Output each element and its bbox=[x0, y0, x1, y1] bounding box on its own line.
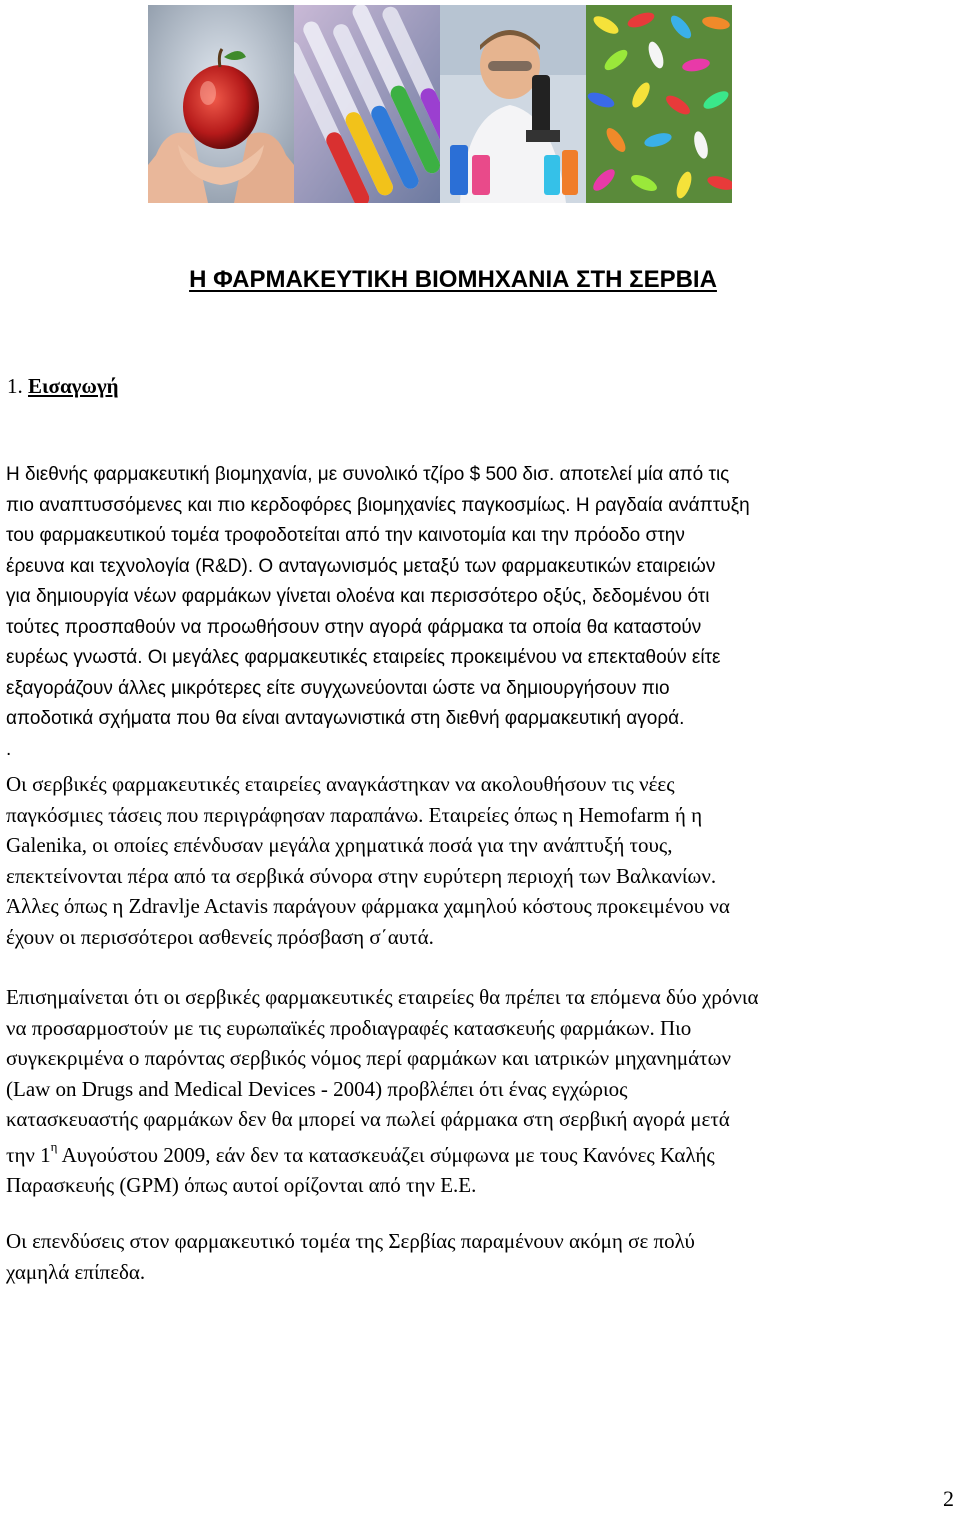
paragraph-line: (Law on Drugs and Medical Devices - 2004) προβλέπει ότι ένας εγχώριος bbox=[6, 1076, 628, 1101]
section-label: Εισαγωγή bbox=[28, 374, 119, 398]
document-title: Η ΦΑΡΜΑΚΕΥΤΙΚΗ ΒΙΟΜΗΧΑΝΙΑ ΣΤΗ ΣΕΡΒΙΑ bbox=[189, 266, 717, 293]
paragraph-line: επεκτείνονται πέρα από τα σερβικά σύνορα στην ευρύτερη περιοχή των Βαλκανίων. bbox=[6, 863, 717, 888]
paragraph-line: πιο αναπτυσσόμενες και πιο κερδοφόρες βιομηχανίες παγκοσμίως. Η ραγδαία ανάπτυξη bbox=[6, 494, 750, 516]
section-heading bbox=[7, 374, 119, 399]
colorful-pills-photo bbox=[586, 5, 732, 203]
paragraph-line: έρευνα και τεχνολογία (R&D). Ο ανταγωνισμός μεταξύ των φαρμακευτικών εταιρειών bbox=[6, 555, 716, 577]
paragraph-line: εξαγοράζουν άλλες μικρότερες είτε συγχωνεύονται ώστε να δημιουργήσουν πιο bbox=[6, 677, 670, 699]
paragraph-line: ευρέως γνωστά. Οι μεγάλες φαρμακευτικές εταιρείες προκειμένου να επεκταθούν είτε bbox=[6, 647, 721, 668]
paragraph-line: έχουν οι περισσότεροι ασθενείς πρόσβαση σ΄αυτά. bbox=[6, 924, 434, 949]
superscript: η bbox=[50, 1138, 58, 1154]
separator-dot: . bbox=[6, 738, 12, 760]
regulation-paragraph bbox=[6, 982, 759, 1201]
paragraph-line: τούτες προσπαθούν να προωθήσουν στην αγορά φάρμακα τα οποία θα καταστούν bbox=[6, 616, 702, 638]
paragraph-line bbox=[6, 1135, 759, 1171]
section-number: 1. bbox=[7, 374, 23, 398]
test-tubes-photo bbox=[294, 5, 440, 203]
paragraph-line: Παρασκευής (GPM) όπως αυτοί ορίζονται από την Ε.Ε. bbox=[6, 1173, 477, 1197]
paragraph-line: Galenika, οι οποίες επένδυσαν μεγάλα χρηματικά ποσά για την ανάπτυξή τους, bbox=[6, 833, 673, 857]
line-text: Αυγούστου 2009, εάν δεν τα κατασκευάζει σύμφωνα με τους Κανόνες Καλής bbox=[57, 1142, 715, 1167]
serbian-companies-paragraph bbox=[6, 769, 730, 952]
paragraph-line: χαμηλά επίπεδα. bbox=[6, 1259, 146, 1284]
paragraph-line: Επισημαίνεται ότι οι σερβικές φαρμακευτικές εταιρείες θα πρέπει τα επόμενα δύο χρόνια bbox=[6, 985, 759, 1009]
intro-paragraph bbox=[6, 460, 750, 765]
header-photo-banner bbox=[148, 5, 732, 203]
investment-paragraph bbox=[6, 1226, 695, 1287]
paragraph-line: για δημιουργία νέων φαρμάκων γίνεται ολοένα και περισσότερο οξύς, δεδομένου ότι bbox=[6, 586, 710, 607]
apple-in-hands-photo bbox=[148, 5, 294, 203]
scientist-microscope-photo bbox=[440, 5, 586, 203]
paragraph-line: Άλλες όπως η Zdravlje Actavis παράγουν φάρμακα χαμηλού κόστους προκειμένου να bbox=[6, 894, 730, 918]
paragraph-line: παγκόσμιες τάσεις που περιγράφησαν παραπάνω. Εταιρείες όπως η Hemofarm ή η bbox=[6, 802, 703, 827]
paragraph-line: Οι επενδύσεις στον φαρμακευτικό τομέα της Σερβίας παραμένουν ακόμη σε πολύ bbox=[6, 1229, 695, 1253]
page-number: 2 bbox=[943, 1486, 954, 1511]
line-text: την 1 bbox=[6, 1142, 51, 1167]
paragraph-line: αποδοτικά σχήματα που θα είναι ανταγωνιστικά στη διεθνή φαρμακευτική αγορά. bbox=[6, 708, 685, 729]
paragraph-line: του φαρμακευτικού τομέα τροφοδοτείται από την καινοτομία και την πρόοδο στην bbox=[6, 525, 685, 546]
paragraph-line: συγκεκριμένα ο παρόντας σερβικός νόμος περί φαρμάκων και ιατρικών μηχανημάτων bbox=[6, 1046, 731, 1070]
paragraph-line: Οι σερβικές φαρμακευτικές εταιρείες αναγκάστηκαν να ακολουθήσουν τις νέες bbox=[6, 772, 675, 796]
paragraph-line: Η διεθνής φαρμακευτική βιομηχανία, με συνολικό τζίρο $ 500 δισ. αποτελεί μία από τις bbox=[6, 464, 730, 485]
paragraph-line: κατασκευαστής φαρμάκων δεν θα μπορεί να πωλεί φάρμακα στη σερβική αγορά μετά bbox=[6, 1107, 730, 1131]
paragraph-line: να προσαρμοστούν με τις ευρωπαϊκές προδιαγραφές κατασκευής φαρμάκων. Πιο bbox=[6, 1015, 692, 1040]
